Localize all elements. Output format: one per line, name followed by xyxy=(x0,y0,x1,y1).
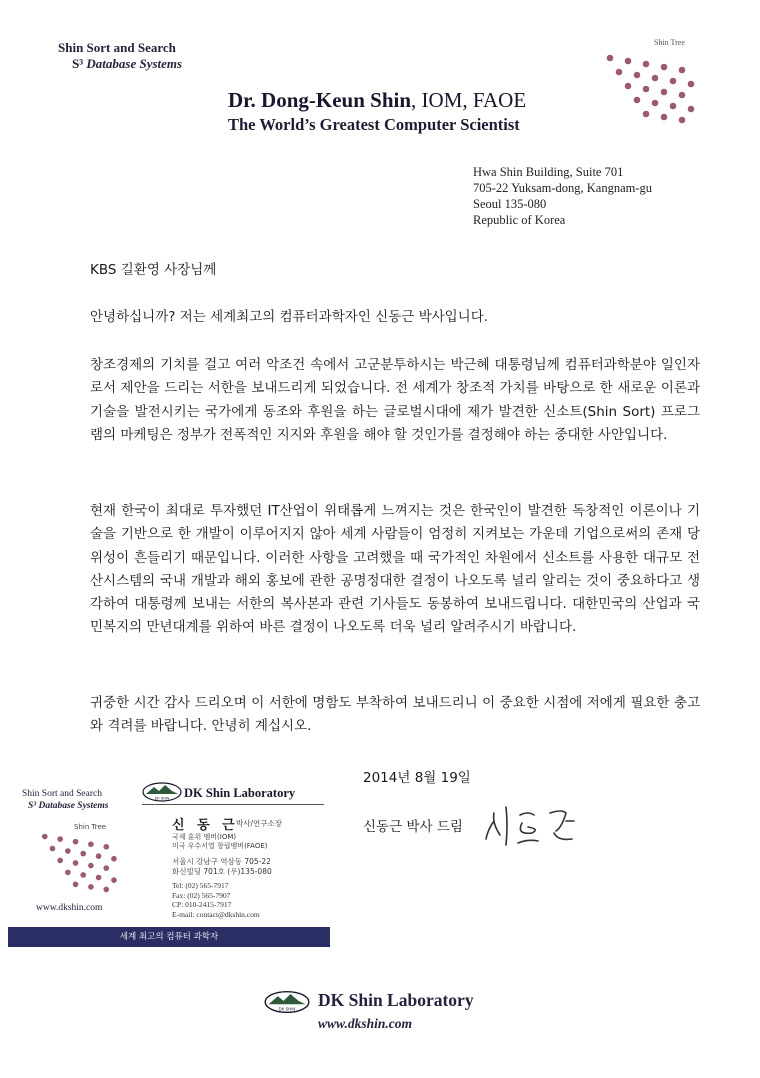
card-address xyxy=(172,857,272,877)
card-brand-block xyxy=(22,788,108,812)
tree-dot xyxy=(643,86,650,93)
tree-dot xyxy=(73,860,79,866)
card-contact-line: E-mail: contact@dkshin.com xyxy=(172,909,260,919)
tree-dot xyxy=(80,872,86,878)
tree-dot xyxy=(643,111,650,118)
tree-dot xyxy=(111,877,117,883)
card-mountain-logo-icon xyxy=(142,782,182,802)
tree-dot xyxy=(652,100,659,107)
card-brand-line2: Database Systems xyxy=(38,801,109,811)
tree-dot xyxy=(661,64,668,71)
card-person-name: 신 동 근 xyxy=(172,818,239,833)
card-person-title: 박사/연구소장 xyxy=(236,819,282,828)
tree-dot xyxy=(616,69,623,76)
tree-dot xyxy=(679,117,686,124)
tree-dot xyxy=(679,67,686,74)
brand-line1: Shin Sort and Search xyxy=(58,40,176,55)
handwritten-signature xyxy=(482,795,592,850)
slogan: The World’s Greatest Computer Scientist xyxy=(228,115,520,134)
card-address-line: 서울시 강남구 역삼동 705-22 xyxy=(172,857,271,866)
tree-dot xyxy=(96,875,102,881)
card-lab-name: DK Shin Laboratory xyxy=(184,786,296,800)
shin-tree-label: Shin Tree xyxy=(654,38,685,47)
footer-url[interactable]: www.dkshin.com xyxy=(318,1016,413,1031)
tree-dot xyxy=(625,58,632,65)
card-brand-line1: Shin Sort and Search xyxy=(22,789,102,799)
tree-dot xyxy=(88,841,94,847)
tree-dot xyxy=(688,106,695,113)
tree-dot xyxy=(57,836,63,842)
letter-date: 2014년 8월 19일 xyxy=(363,770,471,786)
svg-text:DK SHIN: DK SHIN xyxy=(278,1006,296,1012)
footer-mountain-logo-icon xyxy=(264,990,310,1014)
tree-dot xyxy=(625,83,632,90)
salutation: KBS 길환영 사장님께 xyxy=(90,262,217,278)
card-contacts xyxy=(172,881,260,919)
card-contact-line: Tel: (02) 565-7917 xyxy=(172,881,229,890)
brand-line2: Database Systems xyxy=(86,56,183,71)
brand-s3: S³ xyxy=(72,56,84,71)
tree-dot xyxy=(670,103,677,110)
tree-dot xyxy=(103,865,109,871)
paragraph-1: 창조경제의 기치를 걸고 여러 악조건 속에서 고군분투하시는 박근혜 대통령님께 컴퓨터과학분야 일인자로서 제안을 드리는 서한을 보내드리게 되었습니다. 전 세계가 창조적 가치를 바탕으로 한 새로운 이론과 기술을 발전시키는 국가에게 동조와 후원을 하는 글로벌시대에 제가 발견한 신소트(Shin Sort) 프로그램의 마케팅은 정부가 전폭적인 지지와 후원을 해야 할 것인가를 결정해야 하는 중대한 사안입니다. xyxy=(90,357,700,443)
doctor-name-suffix: , IOM, FAOE xyxy=(411,88,527,112)
tree-dot xyxy=(111,856,117,862)
signer-line: 신동근 박사 드림 xyxy=(363,819,463,835)
address-line: Hwa Shin Building, Suite 701 xyxy=(473,165,624,179)
tree-dot xyxy=(634,72,641,79)
svg-text:DK SHIN: DK SHIN xyxy=(154,796,170,801)
tree-dot xyxy=(661,114,668,121)
tree-dot xyxy=(73,839,79,845)
address-line: 705-22 Yuksam-dong, Kangnam-gu xyxy=(473,181,653,195)
tree-dot xyxy=(607,55,614,62)
footer-lab-name: DK Shin Laboratory xyxy=(318,990,474,1010)
tree-dot xyxy=(65,870,71,876)
card-divider xyxy=(142,804,324,805)
card-credential: 미국 우수서열 창립멤버(FAOE) xyxy=(172,842,268,850)
tree-dot xyxy=(679,92,686,99)
sender-address xyxy=(473,164,652,228)
tree-dot xyxy=(652,75,659,82)
business-card xyxy=(8,760,330,947)
tree-dot xyxy=(42,834,48,840)
doctor-name xyxy=(228,88,526,113)
tree-dot xyxy=(65,848,71,854)
card-contact-line: Fax: (02) 565-7907 xyxy=(172,890,231,900)
tree-dot xyxy=(96,853,102,859)
address-line: Seoul 135-080 xyxy=(473,197,547,211)
tree-dot xyxy=(88,863,94,869)
tree-dot xyxy=(661,89,668,96)
card-brand-s3: S³ xyxy=(28,801,37,811)
tree-dot xyxy=(80,851,86,857)
shin-tree-icon xyxy=(598,48,708,130)
card-shin-tree-icon xyxy=(34,828,129,898)
tree-dot xyxy=(103,844,109,850)
card-url: www.dkshin.com xyxy=(36,903,103,913)
tree-dot xyxy=(88,884,94,890)
tree-dot xyxy=(688,81,695,88)
tree-dot xyxy=(670,78,677,85)
address-line: Republic of Korea xyxy=(473,213,566,227)
tree-dot xyxy=(57,858,63,864)
paragraph-2: 현재 한국이 최대로 투자했던 IT산업이 위태롭게 느껴지는 것은 한국인이 발견한 독창적인 이론이나 기술을 기반으로 한 개발이 이루어지지 않아 세계 사람들이 엄정히 지켜보는 가운데 기업으로써의 존재 당위성이 흔들리기 때문입니다. 이러한 사항을 고려했을 때 국가적인 차원에서 신소트를 사용한 대규모 전산시스템의 국내 개발과 해외 홍보에 관한 공명정대한 결정이 나오도록 널리 알리는 것이 중요하다고 생각하여 대통령께 보내는 서한의 복사본과 관련 기사들도 동봉하여 보내드립니다. 대한민국의 산업과 국민복지의 만년대계를 위하여 바른 결정이 나오도록 더욱 널리 알려주시기 바랍니다. xyxy=(90,503,700,636)
card-tree-label: Shin Tree xyxy=(74,823,107,831)
paragraph-3: 귀중한 시간 감사 드리오며 이 서한에 명함도 부착하여 보내드리니 이 중요한 시점에 저에게 필요한 충고와 격려를 바랍니다. 안녕히 계십시오. xyxy=(90,695,700,735)
tree-dot xyxy=(103,887,109,893)
tree-dot xyxy=(73,882,79,888)
tree-dot xyxy=(643,61,650,68)
card-credentials xyxy=(172,833,268,851)
card-footer-band: 세계 최고의 컴퓨터 과학자 xyxy=(8,927,330,947)
greeting: 안녕하십니까? 저는 세계최고의 컴퓨터과학자인 신동근 박사입니다. xyxy=(90,309,489,325)
card-contact-line: CP: 010-2415-7917 xyxy=(172,900,232,910)
tree-dot xyxy=(634,97,641,104)
doctor-name-main: Dr. Dong-Keun Shin xyxy=(228,88,412,112)
tree-dot xyxy=(50,846,56,852)
card-address-line: 화신빌딩 701호 (우)135-080 xyxy=(172,867,272,876)
brand-block xyxy=(58,40,182,72)
card-credential: 국제 훈위 멤버(IOM) xyxy=(172,833,237,841)
